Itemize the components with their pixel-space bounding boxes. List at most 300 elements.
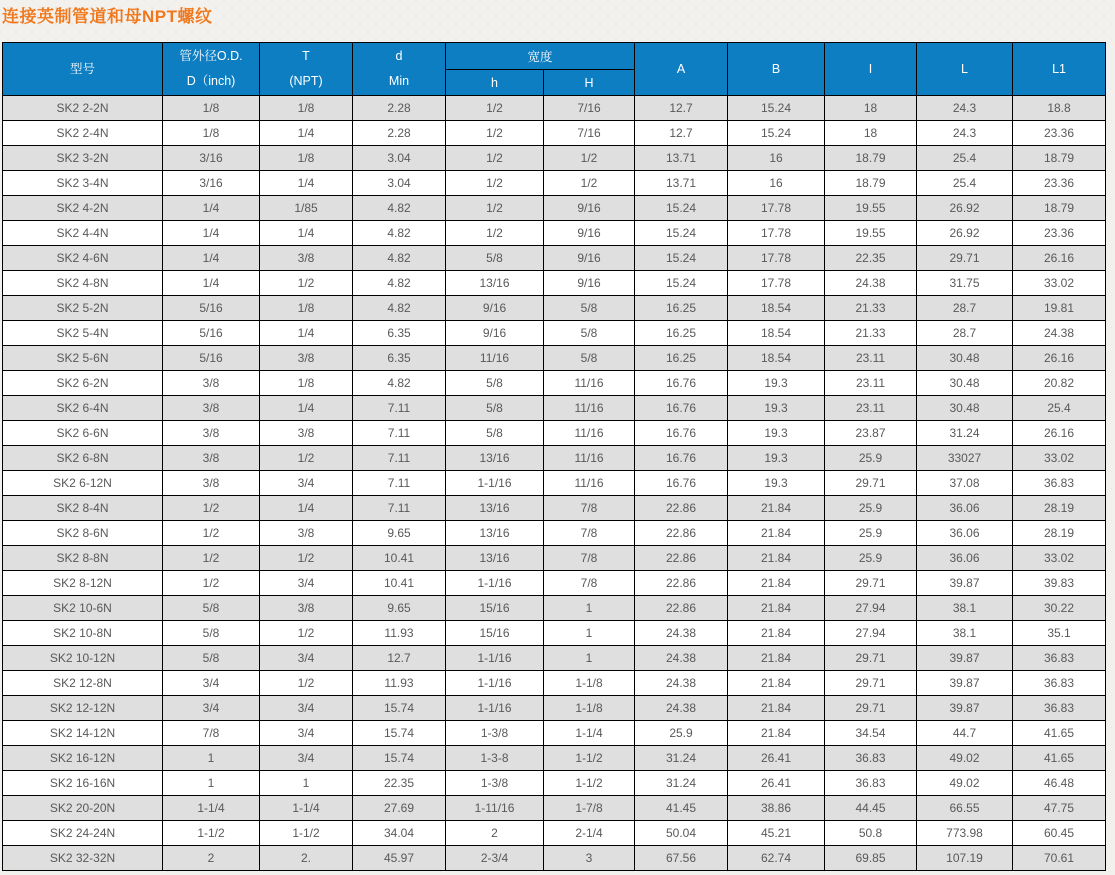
table-cell: 1-3/8: [446, 721, 544, 746]
table-cell: 19.3: [728, 396, 825, 421]
table-cell: 7.11: [353, 446, 446, 471]
table-cell: 26.92: [917, 196, 1013, 221]
table-cell: 1: [163, 746, 260, 771]
table-cell: 38.86: [728, 796, 825, 821]
table-cell: 4.82: [353, 371, 446, 396]
table-cell: 11/16: [544, 471, 635, 496]
table-cell: 25.9: [825, 546, 917, 571]
table-cell: 2-3/4: [446, 846, 544, 871]
table-cell: SK2 8-8N: [3, 546, 163, 571]
table-cell: 1-1/16: [446, 571, 544, 596]
table-cell: SK2 24-24N: [3, 821, 163, 846]
table-cell: SK2 4-4N: [3, 221, 163, 246]
table-cell: 1: [260, 771, 353, 796]
table-cell: 26.92: [917, 221, 1013, 246]
table-cell: 1/4: [163, 221, 260, 246]
table-cell: 1-1/2: [163, 821, 260, 846]
table-cell: 7/8: [544, 521, 635, 546]
table-cell: 1/2: [446, 146, 544, 171]
table-cell: 13/16: [446, 271, 544, 296]
table-cell: 4.82: [353, 296, 446, 321]
table-cell: 3/8: [163, 371, 260, 396]
table-cell: 1-1/8: [544, 696, 635, 721]
table-cell: 1/2: [544, 171, 635, 196]
table-cell: 60.45: [1013, 821, 1106, 846]
table-cell: 67.56: [635, 846, 728, 871]
header-i: I: [825, 43, 917, 96]
table-cell: 4.82: [353, 221, 446, 246]
table-cell: 1/4: [260, 121, 353, 146]
table-cell: SK2 10-12N: [3, 646, 163, 671]
table-cell: 15.74: [353, 696, 446, 721]
header-width-cap-h: H: [544, 70, 635, 96]
table-cell: 1-1/4: [260, 796, 353, 821]
table-cell: 38.1: [917, 596, 1013, 621]
table-cell: 23.36: [1013, 221, 1106, 246]
header-l1: L1: [1013, 43, 1106, 96]
table-cell: 5/8: [446, 421, 544, 446]
table-cell: 2: [163, 846, 260, 871]
table-row: [3, 846, 1106, 871]
table-cell: 1/4: [163, 196, 260, 221]
table-row: [3, 521, 1106, 546]
table-cell: 1/4: [260, 396, 353, 421]
table-cell: SK2 4-8N: [3, 271, 163, 296]
header-b: B: [728, 43, 825, 96]
table-cell: 1/2: [446, 221, 544, 246]
table-cell: SK2 2-4N: [3, 121, 163, 146]
table-cell: 22.35: [825, 246, 917, 271]
table-cell: 36.06: [917, 496, 1013, 521]
table-cell: 28.7: [917, 296, 1013, 321]
table-cell: 25.4: [1013, 396, 1106, 421]
table-cell: SK2 6-12N: [3, 471, 163, 496]
table-cell: 30.48: [917, 346, 1013, 371]
table-cell: 1/2: [544, 146, 635, 171]
table-cell: 29.71: [825, 571, 917, 596]
table-cell: 1/8: [163, 121, 260, 146]
table-cell: 10.41: [353, 571, 446, 596]
table-cell: 19.3: [728, 471, 825, 496]
header-thread-t: T (NPT): [260, 43, 353, 96]
table-cell: 1/4: [163, 271, 260, 296]
table-cell: 38.1: [917, 621, 1013, 646]
table-cell: 45.21: [728, 821, 825, 846]
table-cell: 23.87: [825, 421, 917, 446]
table-row: [3, 146, 1106, 171]
header-l: L: [917, 43, 1013, 96]
table-cell: 18: [825, 96, 917, 121]
table-row: [3, 171, 1106, 196]
table-cell: 9.65: [353, 596, 446, 621]
table-cell: 30.48: [917, 371, 1013, 396]
table-cell: 19.81: [1013, 296, 1106, 321]
table-cell: 1: [544, 621, 635, 646]
table-cell: 1-1/2: [260, 821, 353, 846]
table-cell: 5/8: [163, 646, 260, 671]
table-cell: 33.02: [1013, 271, 1106, 296]
table-cell: 19.55: [825, 196, 917, 221]
table-cell: 33.02: [1013, 446, 1106, 471]
table-cell: 10.41: [353, 546, 446, 571]
table-cell: 69.85: [825, 846, 917, 871]
table-row: [3, 321, 1106, 346]
spec-table-body: [3, 96, 1106, 871]
table-cell: SK2 6-2N: [3, 371, 163, 396]
table-cell: 49.02: [917, 746, 1013, 771]
table-cell: 15.74: [353, 746, 446, 771]
table-cell: SK2 5-6N: [3, 346, 163, 371]
table-cell: 5/8: [163, 596, 260, 621]
table-cell: 23.36: [1013, 121, 1106, 146]
table-cell: 26.16: [1013, 246, 1106, 271]
table-cell: 1-1/16: [446, 696, 544, 721]
table-cell: 23.36: [1013, 171, 1106, 196]
table-cell: 5/16: [163, 346, 260, 371]
table-cell: 36.83: [1013, 671, 1106, 696]
table-cell: 27.94: [825, 621, 917, 646]
table-cell: 24.38: [825, 271, 917, 296]
table-cell: 16: [728, 171, 825, 196]
table-cell: SK2 12-12N: [3, 696, 163, 721]
table-cell: 13/16: [446, 546, 544, 571]
table-cell: 1/8: [260, 146, 353, 171]
table-cell: 21.84: [728, 521, 825, 546]
table-row: [3, 496, 1106, 521]
table-cell: 1/2: [446, 171, 544, 196]
table-cell: 28.7: [917, 321, 1013, 346]
table-cell: SK2 2-2N: [3, 96, 163, 121]
table-cell: 2: [446, 821, 544, 846]
table-cell: SK2 16-16N: [3, 771, 163, 796]
header-width-h: h: [446, 70, 544, 96]
header-outer-diameter: 管外径O.D. D（inch): [163, 43, 260, 96]
table-cell: 49.02: [917, 771, 1013, 796]
table-row: [3, 596, 1106, 621]
table-cell: 27.69: [353, 796, 446, 821]
table-cell: 22.86: [635, 496, 728, 521]
table-cell: 24.38: [635, 621, 728, 646]
table-cell: 23.11: [825, 396, 917, 421]
table-row: [3, 796, 1106, 821]
table-cell: 29.71: [825, 471, 917, 496]
table-cell: 5/8: [446, 371, 544, 396]
table-cell: 21.33: [825, 296, 917, 321]
table-cell: 44.7: [917, 721, 1013, 746]
table-cell: 30.22: [1013, 596, 1106, 621]
table-cell: 21.84: [728, 571, 825, 596]
table-cell: 41.65: [1013, 746, 1106, 771]
table-cell: 2.28: [353, 121, 446, 146]
table-cell: 28.19: [1013, 496, 1106, 521]
table-cell: 1/85: [260, 196, 353, 221]
table-cell: 18.79: [1013, 196, 1106, 221]
table-cell: 31.24: [635, 746, 728, 771]
table-cell: 3/16: [163, 171, 260, 196]
table-cell: 3/4: [260, 646, 353, 671]
table-cell: 7/8: [544, 571, 635, 596]
table-cell: 22.35: [353, 771, 446, 796]
table-cell: SK2 14-12N: [3, 721, 163, 746]
header-model: 型号: [3, 43, 163, 96]
table-row: [3, 296, 1106, 321]
table-cell: SK2 4-6N: [3, 246, 163, 271]
table-row: [3, 246, 1106, 271]
table-cell: 18.79: [825, 146, 917, 171]
table-cell: 7.11: [353, 471, 446, 496]
table-cell: 21.84: [728, 596, 825, 621]
table-cell: 13.71: [635, 146, 728, 171]
table-cell: 23.11: [825, 346, 917, 371]
table-cell: 24.38: [635, 646, 728, 671]
table-cell: 29.71: [825, 696, 917, 721]
table-cell: 1-1/16: [446, 471, 544, 496]
table-cell: 4.82: [353, 271, 446, 296]
table-cell: 36.83: [825, 746, 917, 771]
table-cell: 29.71: [825, 646, 917, 671]
table-cell: 3.04: [353, 146, 446, 171]
table-cell: 1/4: [260, 496, 353, 521]
table-cell: 1/2: [446, 96, 544, 121]
table-cell: 107.19: [917, 846, 1013, 871]
table-cell: 31.24: [635, 771, 728, 796]
table-cell: 21.84: [728, 671, 825, 696]
table-row: [3, 221, 1106, 246]
table-cell: 16.76: [635, 446, 728, 471]
table-cell: 18.8: [1013, 96, 1106, 121]
table-cell: 33.02: [1013, 546, 1106, 571]
table-cell: 9/16: [544, 271, 635, 296]
table-cell: 3/4: [260, 471, 353, 496]
table-cell: 1/4: [260, 321, 353, 346]
table-cell: 18: [825, 121, 917, 146]
table-cell: 19.3: [728, 371, 825, 396]
table-cell: 3/4: [260, 571, 353, 596]
table-cell: 1/8: [163, 96, 260, 121]
table-cell: 36.83: [1013, 646, 1106, 671]
table-cell: 1/2: [163, 571, 260, 596]
table-row: [3, 546, 1106, 571]
table-cell: 7/8: [163, 721, 260, 746]
table-cell: 7.11: [353, 396, 446, 421]
table-cell: 7/8: [544, 496, 635, 521]
table-row: [3, 371, 1106, 396]
table-cell: 17.78: [728, 246, 825, 271]
npt-spec-table: [2, 42, 1106, 871]
table-cell: 11.93: [353, 621, 446, 646]
table-cell: 44.45: [825, 796, 917, 821]
table-row: [3, 96, 1106, 121]
table-cell: 773.98: [917, 821, 1013, 846]
table-cell: 18.79: [1013, 146, 1106, 171]
table-cell: 13/16: [446, 496, 544, 521]
table-row: [3, 621, 1106, 646]
table-cell: 46.48: [1013, 771, 1106, 796]
table-cell: 1/2: [260, 546, 353, 571]
table-cell: 1-3-8: [446, 746, 544, 771]
table-cell: 36.83: [825, 771, 917, 796]
table-cell: 4.82: [353, 246, 446, 271]
table-cell: 3.04: [353, 171, 446, 196]
table-row: [3, 746, 1106, 771]
table-cell: 3/8: [163, 471, 260, 496]
table-cell: 29.71: [917, 246, 1013, 271]
table-cell: 1-1/8: [544, 671, 635, 696]
table-cell: 5/8: [446, 396, 544, 421]
table-row: [3, 571, 1106, 596]
table-cell: 21.84: [728, 621, 825, 646]
table-cell: 3/8: [163, 421, 260, 446]
table-cell: 1/2: [163, 496, 260, 521]
table-cell: 19.55: [825, 221, 917, 246]
table-cell: 15.24: [728, 121, 825, 146]
table-cell: 34.54: [825, 721, 917, 746]
table-cell: 16.76: [635, 421, 728, 446]
table-cell: 5/8: [446, 246, 544, 271]
table-cell: 37.08: [917, 471, 1013, 496]
table-cell: SK2 12-8N: [3, 671, 163, 696]
header-d-min: d Min: [353, 43, 446, 96]
table-cell: 47.75: [1013, 796, 1106, 821]
table-cell: SK2 10-8N: [3, 621, 163, 646]
table-cell: 21.84: [728, 696, 825, 721]
table-cell: 15.24: [635, 271, 728, 296]
table-cell: 15.74: [353, 721, 446, 746]
table-cell: 39.87: [917, 571, 1013, 596]
table-cell: 29.71: [825, 671, 917, 696]
table-cell: SK2 16-12N: [3, 746, 163, 771]
table-cell: 4.82: [353, 196, 446, 221]
table-cell: 1/8: [260, 371, 353, 396]
table-cell: 17.78: [728, 271, 825, 296]
table-cell: 5/16: [163, 321, 260, 346]
table-cell: 23.11: [825, 371, 917, 396]
table-cell: 11/16: [446, 346, 544, 371]
table-cell: 15.24: [635, 196, 728, 221]
table-cell: 25.9: [825, 496, 917, 521]
table-cell: 11/16: [544, 396, 635, 421]
table-cell: 25.4: [917, 171, 1013, 196]
table-cell: 1/2: [260, 671, 353, 696]
table-cell: SK2 4-2N: [3, 196, 163, 221]
table-cell: 9/16: [446, 321, 544, 346]
table-cell: 1/2: [446, 196, 544, 221]
table-cell: 33027: [917, 446, 1013, 471]
table-cell: 3: [544, 846, 635, 871]
table-cell: 3/8: [163, 396, 260, 421]
table-cell: 1-1/2: [544, 771, 635, 796]
table-cell: 36.06: [917, 546, 1013, 571]
table-cell: 70.61: [1013, 846, 1106, 871]
table-cell: 9.65: [353, 521, 446, 546]
table-cell: SK2 10-6N: [3, 596, 163, 621]
table-cell: 39.87: [917, 696, 1013, 721]
table-cell: 16.25: [635, 346, 728, 371]
table-cell: 1/4: [260, 171, 353, 196]
table-cell: 3/4: [260, 746, 353, 771]
table-cell: 1-11/16: [446, 796, 544, 821]
table-cell: SK2 3-4N: [3, 171, 163, 196]
table-cell: 41.45: [635, 796, 728, 821]
table-cell: 1/4: [260, 221, 353, 246]
table-cell: 2.28: [353, 96, 446, 121]
table-cell: 2-1/4: [544, 821, 635, 846]
table-cell: 22.86: [635, 571, 728, 596]
table-cell: 1/2: [260, 271, 353, 296]
table-cell: 50.8: [825, 821, 917, 846]
table-cell: 28.19: [1013, 521, 1106, 546]
table-cell: 13/16: [446, 521, 544, 546]
table-cell: 21.33: [825, 321, 917, 346]
table-cell: 15.24: [635, 246, 728, 271]
table-cell: 1/2: [163, 521, 260, 546]
table-cell: 15.24: [635, 221, 728, 246]
table-row: [3, 121, 1106, 146]
table-cell: 25.9: [825, 521, 917, 546]
table-cell: 1/2: [163, 546, 260, 571]
table-cell: 12.7: [353, 646, 446, 671]
table-cell: 3/8: [163, 446, 260, 471]
table-cell: 26.41: [728, 771, 825, 796]
table-cell: 18.54: [728, 346, 825, 371]
table-cell: SK2 6-8N: [3, 446, 163, 471]
table-cell: 5/8: [544, 296, 635, 321]
table-cell: 3/8: [260, 521, 353, 546]
table-cell: 39.83: [1013, 571, 1106, 596]
table-cell: 5/16: [163, 296, 260, 321]
table-row: [3, 196, 1106, 221]
table-cell: 16.76: [635, 371, 728, 396]
table-cell: 7/8: [544, 546, 635, 571]
table-row: [3, 696, 1106, 721]
table-cell: 1/8: [260, 96, 353, 121]
table-cell: 7/16: [544, 121, 635, 146]
table-cell: 31.24: [917, 421, 1013, 446]
table-cell: SK2 8-12N: [3, 571, 163, 596]
table-cell: 11.93: [353, 671, 446, 696]
table-cell: 21.84: [728, 546, 825, 571]
table-cell: 11/16: [544, 446, 635, 471]
table-cell: 16.25: [635, 321, 728, 346]
table-cell: 25.9: [635, 721, 728, 746]
table-cell: 17.78: [728, 221, 825, 246]
table-row: [3, 271, 1106, 296]
header-a: A: [635, 43, 728, 96]
table-cell: 45.97: [353, 846, 446, 871]
table-cell: 1/4: [163, 246, 260, 271]
table-cell: 21.84: [728, 721, 825, 746]
page-title: 连接英制管道和母NPT螺纹: [2, 7, 213, 26]
table-cell: 15.24: [728, 96, 825, 121]
table-cell: 19.3: [728, 446, 825, 471]
table-cell: 2.: [260, 846, 353, 871]
table-cell: 22.86: [635, 596, 728, 621]
table-cell: 13.71: [635, 171, 728, 196]
table-cell: 5/8: [544, 321, 635, 346]
table-cell: 1-1/16: [446, 671, 544, 696]
table-cell: 7.11: [353, 496, 446, 521]
table-cell: SK2 5-2N: [3, 296, 163, 321]
table-cell: 66.55: [917, 796, 1013, 821]
table-row: [3, 446, 1106, 471]
table-row: [3, 821, 1106, 846]
table-cell: 3/4: [163, 696, 260, 721]
table-row: [3, 646, 1106, 671]
table-cell: 1: [163, 771, 260, 796]
table-cell: 26.41: [728, 746, 825, 771]
table-cell: 18.79: [825, 171, 917, 196]
table-row: [3, 346, 1106, 371]
